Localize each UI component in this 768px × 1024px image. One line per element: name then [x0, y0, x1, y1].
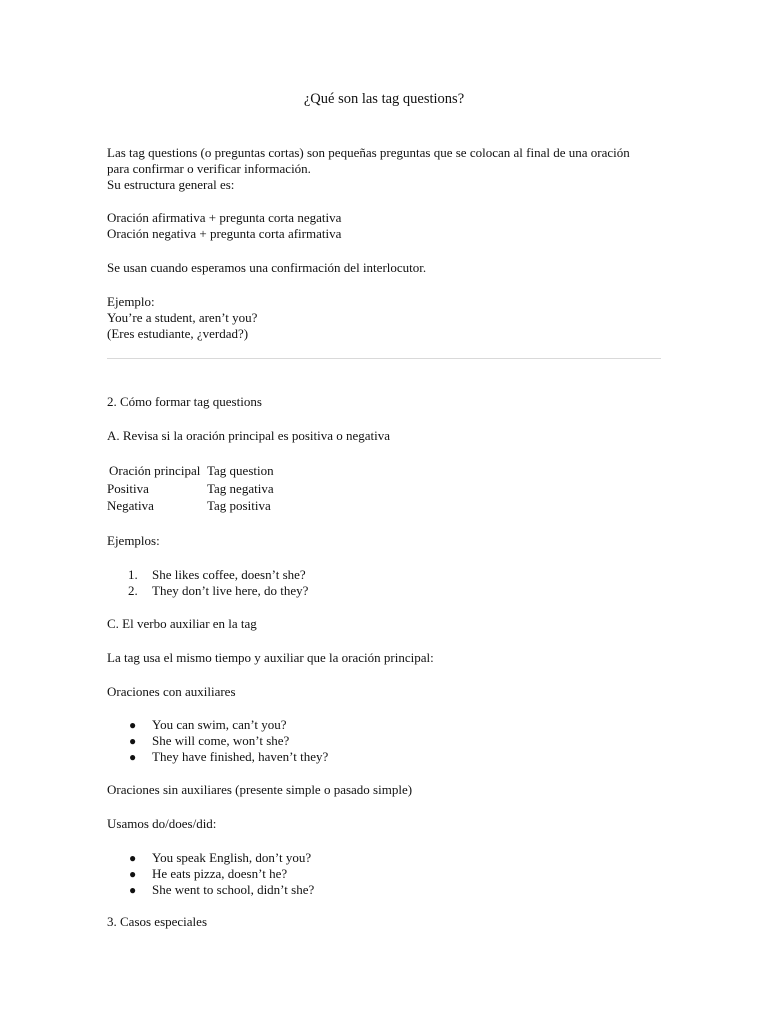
aux-label: Oraciones con auxiliares — [107, 684, 236, 699]
list-item-text: She will come, won’t she? — [152, 733, 290, 748]
aux-examples-list — [107, 717, 328, 765]
list-item — [107, 567, 308, 583]
list-item-text: He eats pizza, doesn’t he? — [152, 866, 288, 881]
tag-rules-table — [107, 462, 278, 515]
examples-label: Ejemplos: — [107, 533, 160, 548]
structure-line-1: Oración afirmativa + pregunta corta negativa — [107, 210, 342, 225]
list-item — [107, 749, 328, 765]
examples-list — [107, 567, 308, 599]
bullet-icon: ● — [129, 851, 137, 865]
table-header-row — [107, 462, 278, 480]
section-2-heading: 2. Cómo formar tag questions — [107, 394, 262, 409]
bullet-icon: ● — [129, 750, 137, 764]
example-translation: (Eres estudiante, ¿verdad?) — [107, 326, 249, 341]
example-label: Ejemplo: — [107, 294, 155, 309]
section-divider — [107, 358, 661, 359]
list-item-text: She likes coffee, doesn’t she? — [152, 567, 306, 582]
list-item — [107, 583, 308, 599]
bullet-icon: ● — [129, 883, 137, 897]
step-a-text: A. Revisa si la oración principal es positiva o negativa — [107, 428, 391, 443]
list-number: 2. — [128, 583, 138, 598]
table-header-cell: Oración principal — [109, 463, 201, 478]
list-item-text: You can swim, can’t you? — [152, 717, 287, 732]
structure-line-2: Oración negativa + pregunta corta afirmativa — [107, 226, 342, 241]
step-c-description: La tag usa el mismo tiempo y auxiliar que la oración principal: — [107, 650, 434, 665]
structure-paragraph — [107, 210, 661, 242]
step-c-heading: C. El verbo auxiliar en la tag — [107, 616, 257, 631]
list-number: 1. — [128, 567, 138, 582]
list-item-text: They don’t live here, do they? — [152, 583, 309, 598]
table-cell: Tag positiva — [207, 498, 271, 513]
table-cell: Positiva — [107, 480, 149, 496]
list-item-text: You speak English, don’t you? — [152, 850, 312, 865]
list-item — [107, 850, 314, 866]
do-label: Usamos do/does/did: — [107, 816, 217, 831]
example-paragraph — [107, 294, 661, 342]
list-item-text: She went to school, didn’t she? — [152, 882, 315, 897]
intro-paragraph — [107, 145, 661, 193]
table-row — [107, 480, 278, 498]
usage-paragraph — [107, 260, 661, 276]
list-item-text: They have finished, haven’t they? — [152, 749, 329, 764]
list-item — [107, 866, 314, 882]
list-item — [107, 733, 328, 749]
bullet-icon: ● — [129, 734, 137, 748]
example-sentence: You’re a student, aren’t you? — [107, 310, 258, 325]
intro-line-1: Las tag questions (o preguntas cortas) son pequeñas preguntas que se colocan al final de una oración — [107, 145, 630, 160]
list-item — [107, 717, 328, 733]
table-cell: Negativa — [107, 498, 154, 513]
document-title: ¿Qué son las tag questions? — [303, 91, 465, 107]
table-cell: Tag negativa — [207, 480, 274, 496]
intro-line-2: para confirmar o verificar información. — [107, 161, 311, 176]
do-examples-list — [107, 850, 314, 898]
bullet-icon: ● — [129, 867, 137, 881]
bullet-icon: ● — [129, 718, 137, 732]
section-3-heading: 3. Casos especiales — [107, 914, 208, 929]
noaux-label: Oraciones sin auxiliares (presente simple o pasado simple) — [107, 782, 413, 797]
usage-text: Se usan cuando esperamos una confirmación del interlocutor. — [107, 260, 427, 275]
table-header-cell: Tag question — [207, 463, 274, 478]
table-row — [107, 497, 278, 515]
intro-line-3: Su estructura general es: — [107, 177, 235, 192]
list-item — [107, 882, 314, 898]
